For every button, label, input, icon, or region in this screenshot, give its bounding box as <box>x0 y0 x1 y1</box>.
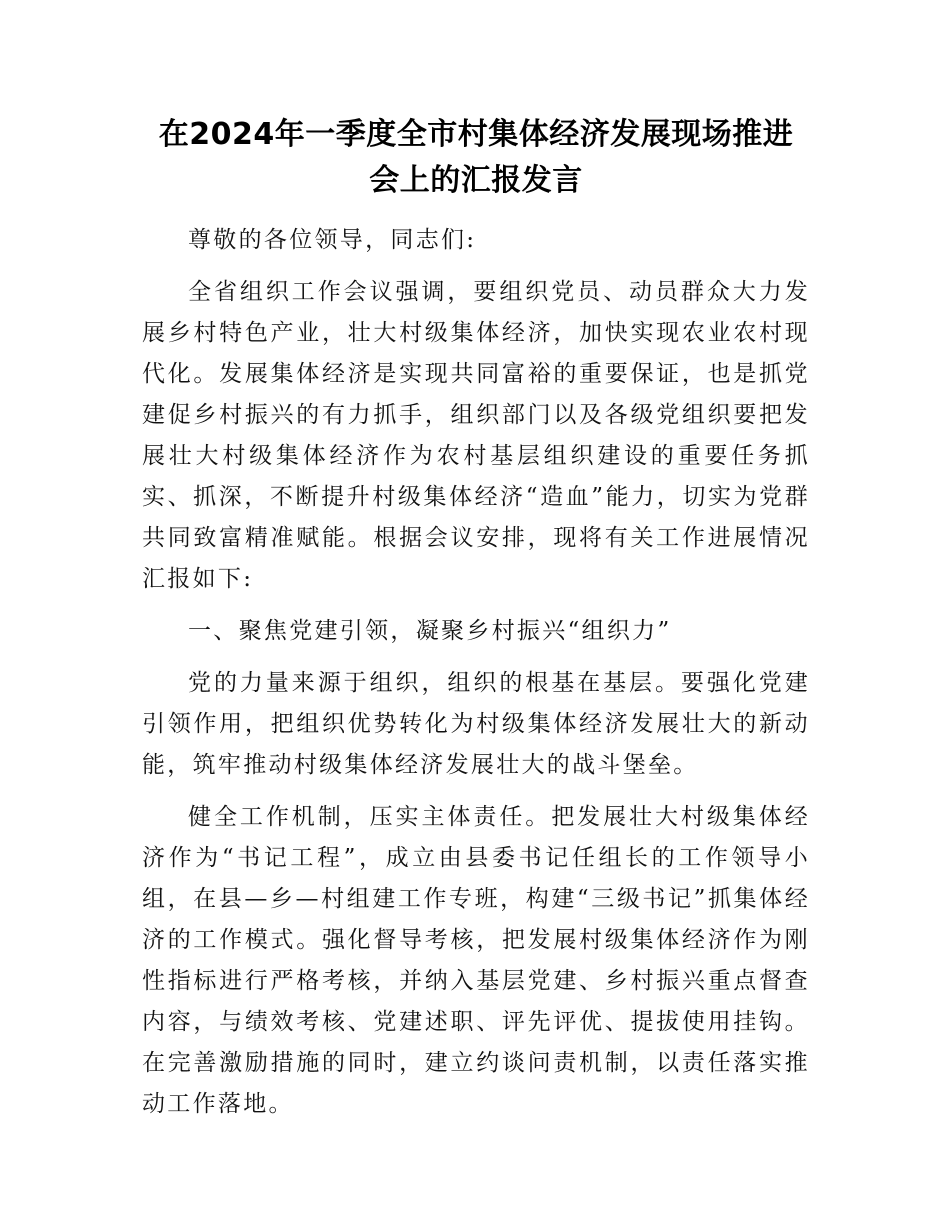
salutation: 尊敬的各位领导，同志们: <box>188 227 477 253</box>
section-heading-1: 一、聚焦党建引领，凝聚乡村振兴“组织力” <box>188 618 672 644</box>
paragraph-party-building: 党的力量来源于组织，组织的根基在基层。要强化党建引领作用，把组织优势转化为村级集体经济发展壮大的新动能，筑牢推动村级集体经济发展壮大的战斗堡垒。 <box>142 670 810 778</box>
document-title <box>142 112 810 204</box>
title-line-2: 会上的汇报发言 <box>369 163 583 198</box>
paragraph-intro: 全省组织工作会议强调，要组织党员、动员群众大力发展乡村特色产业，壮大村级集体经济，加快实现农业农村现代化。发展集体经济是实现共同富裕的重要保证，也是抓党建促乡村振兴的有力抓手，组织部门以及各级党组织要把发展壮大村级集体经济作为农村基层组织建设的重要任务抓实、抓深，不断提升村级集体经济“造血”能力，切实为党群共同致富精准赋能。根据会议安排，现将有关工作进展情况汇报如下: <box>142 279 810 592</box>
document-body <box>142 112 810 1125</box>
paragraph-work-mechanism: 健全工作机制，压实主体责任。把发展壮大村级集体经济作为“书记工程”，成立由县委书记任组长的工作领导小组，在县—乡—村组建工作专班，构建“三级书记”抓集体经济的工作模式。强化督导考核，把发展村级集体经济作为刚性指标进行严格考核，并纳入基层党建、乡村振兴重点督查内容，与绩效考核、党建述职、评先评优、提拔使用挂钩。在完善激励措施的同时，建立约谈问责机制，以责任落实推动工作落地。 <box>142 804 810 1117</box>
title-line-1: 在2024年一季度全市村集体经济发展现场推进 <box>158 117 794 152</box>
